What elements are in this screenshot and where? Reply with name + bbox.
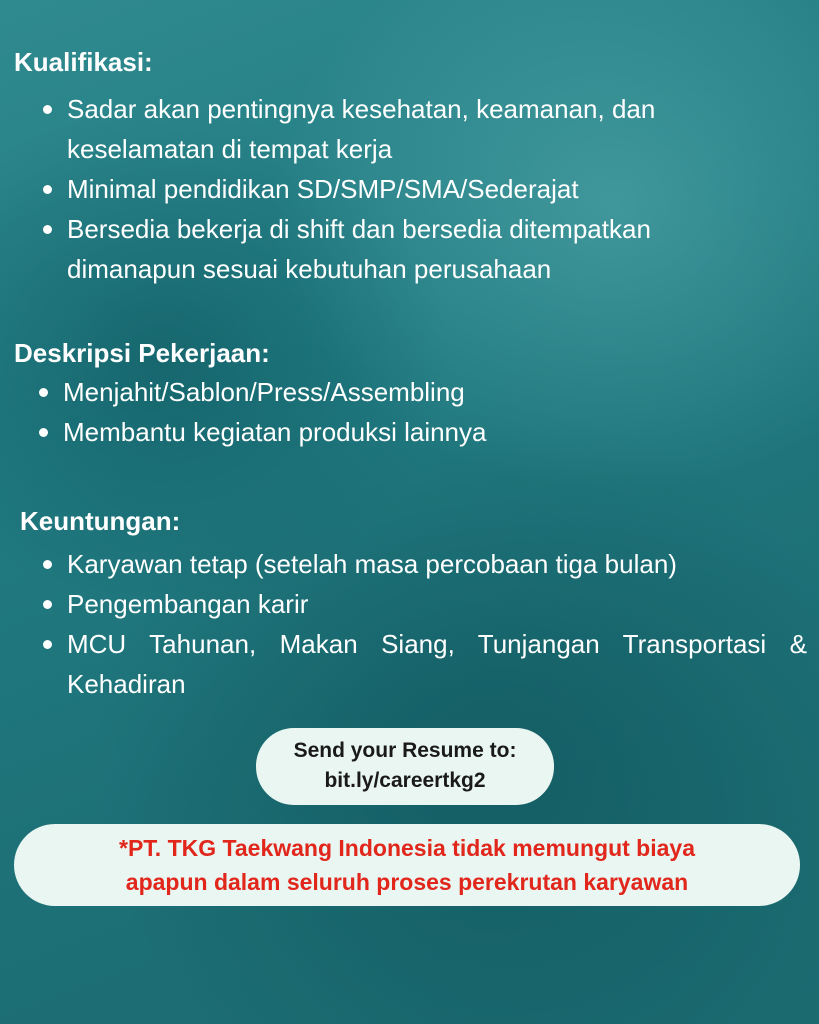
- list-item: MCU Tahunan, Makan Siang, Tunjangan Transportasi & Kehadiran: [67, 624, 807, 704]
- resume-link[interactable]: bit.ly/careertkg2: [324, 769, 486, 792]
- list-item: Membantu kegiatan produksi lainnya: [63, 412, 763, 452]
- list-item: Bersedia bekerja di shift dan bersedia ditempatkan dimanapun sesuai kebutuhan perusahaan: [67, 209, 757, 289]
- list-item: Minimal pendidikan SD/SMP/SMA/Sederajat: [67, 169, 757, 209]
- list-item: Karyawan tetap (setelah masa percobaan tiga bulan): [67, 544, 807, 584]
- kualifikasi-heading: Kualifikasi:: [14, 47, 153, 77]
- keuntungan-list: [67, 544, 807, 704]
- notice-callout: [14, 824, 800, 906]
- keuntungan-heading: Keuntungan:: [20, 506, 181, 536]
- kualifikasi-list: [67, 89, 757, 289]
- list-item: Pengembangan karir: [67, 584, 807, 624]
- resume-callout: [256, 728, 554, 805]
- deskripsi-heading: Deskripsi Pekerjaan:: [14, 338, 270, 368]
- list-item: Menjahit/Sablon/Press/Assembling: [63, 372, 763, 412]
- resume-label: Send your Resume to:: [293, 739, 517, 762]
- notice-line-2: apapun dalam seluruh proses perekrutan karyawan: [125, 869, 689, 895]
- deskripsi-list: [63, 372, 763, 452]
- notice-line-1: *PT. TKG Taekwang Indonesia tidak memungut biaya: [119, 835, 695, 861]
- list-item: Sadar akan pentingnya kesehatan, keamanan, dan keselamatan di tempat kerja: [67, 89, 757, 169]
